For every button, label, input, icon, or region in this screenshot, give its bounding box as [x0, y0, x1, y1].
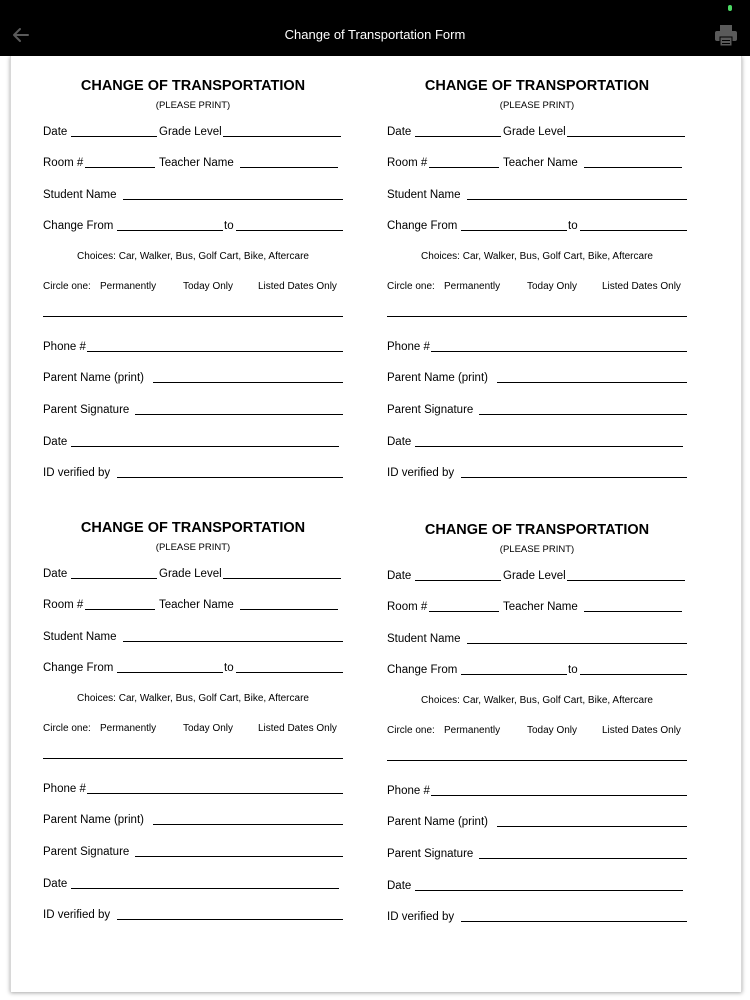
parent-signature-label: Parent Signature	[387, 848, 474, 860]
option-listed-dates[interactable]: Listed Dates Only	[258, 723, 337, 734]
form-heading: CHANGE OF TRANSPORTATION	[80, 520, 306, 536]
phone-label: Phone #	[43, 783, 86, 795]
form-subheading: (PLEASE PRINT)	[499, 544, 575, 555]
room-teacher-row	[43, 155, 343, 171]
option-permanently[interactable]: Permanently	[100, 723, 157, 734]
grade-label: Grade Level	[159, 568, 222, 580]
change-from-field[interactable]	[117, 230, 223, 231]
id-verified-label: ID verified by	[387, 467, 455, 479]
page-title: Change of Transportation Form	[284, 27, 466, 42]
option-listed-dates[interactable]: Listed Dates Only	[602, 281, 681, 292]
student-field[interactable]	[467, 199, 687, 200]
room-field[interactable]	[85, 167, 155, 168]
date-field[interactable]	[71, 578, 157, 579]
parent-signature-field[interactable]	[479, 858, 687, 859]
option-today-only[interactable]: Today Only	[527, 281, 578, 292]
grade-field[interactable]	[223, 136, 341, 137]
form-subheading: (PLEASE PRINT)	[499, 100, 575, 111]
parent-signature-label: Parent Signature	[43, 404, 130, 416]
student-row	[387, 187, 687, 203]
date2-field[interactable]	[415, 446, 683, 447]
teacher-label: Teacher Name	[159, 157, 234, 169]
id-verified-row	[387, 909, 687, 925]
listed-dates-field[interactable]	[43, 758, 343, 759]
date2-label: Date	[43, 436, 68, 448]
room-teacher-row	[387, 155, 687, 171]
circle-one-row	[387, 724, 687, 738]
date-field[interactable]	[415, 580, 501, 581]
change-row	[387, 218, 687, 234]
listed-dates-row	[387, 304, 687, 320]
teacher-field[interactable]	[584, 167, 682, 168]
change-to-field[interactable]	[236, 230, 343, 231]
parent-signature-field[interactable]	[135, 856, 343, 857]
status-indicator	[728, 5, 732, 11]
circle-one-label: Circle one:	[43, 281, 91, 292]
option-permanently[interactable]: Permanently	[444, 725, 501, 736]
room-field[interactable]	[429, 167, 499, 168]
choices-text: Choices: Car, Walker, Bus, Golf Cart, Bike, Aftercare	[77, 251, 309, 262]
id-verified-field[interactable]	[461, 477, 687, 478]
id-verified-field[interactable]	[117, 919, 343, 920]
date-grade-row	[387, 124, 687, 140]
parent-name-field[interactable]	[497, 382, 687, 383]
grade-label: Grade Level	[159, 126, 222, 138]
form-subheading: (PLEASE PRINT)	[155, 542, 231, 553]
teacher-label: Teacher Name	[503, 157, 578, 169]
choices-text: Choices: Car, Walker, Bus, Golf Cart, Bike, Aftercare	[421, 251, 653, 262]
choices-text: Choices: Car, Walker, Bus, Golf Cart, Bike, Aftercare	[421, 695, 653, 706]
change-from-label: Change From	[43, 662, 114, 674]
id-verified-label: ID verified by	[43, 909, 111, 921]
parent-name-row	[43, 370, 343, 386]
date-field[interactable]	[71, 136, 157, 137]
teacher-field[interactable]	[584, 611, 682, 612]
grade-field[interactable]	[567, 580, 685, 581]
date-field[interactable]	[415, 136, 501, 137]
date2-label: Date	[387, 880, 412, 892]
option-today-only[interactable]: Today Only	[183, 723, 234, 734]
listed-dates-row	[43, 746, 343, 762]
room-label: Room #	[43, 599, 84, 611]
change-row	[43, 218, 343, 234]
to-label: to	[568, 220, 578, 232]
student-label: Student Name	[387, 633, 461, 645]
listed-dates-row	[43, 304, 343, 320]
id-verified-field[interactable]	[461, 921, 687, 922]
date2-row	[387, 434, 687, 450]
option-listed-dates[interactable]: Listed Dates Only	[258, 281, 337, 292]
change-to-field[interactable]	[580, 230, 687, 231]
to-label: to	[224, 662, 234, 674]
parent-name-row	[387, 814, 687, 830]
printer-icon[interactable]	[712, 23, 740, 49]
room-field[interactable]	[85, 609, 155, 610]
change-from-label: Change From	[43, 220, 114, 232]
listed-dates-field[interactable]	[43, 316, 343, 317]
phone-label: Phone #	[387, 785, 430, 797]
date-label: Date	[43, 126, 68, 138]
parent-name-field[interactable]	[153, 824, 343, 825]
phone-label: Phone #	[43, 341, 86, 353]
student-field[interactable]	[123, 641, 343, 642]
teacher-label: Teacher Name	[159, 599, 234, 611]
parent-name-field[interactable]	[153, 382, 343, 383]
id-verified-row	[43, 465, 343, 481]
date2-row	[43, 434, 343, 450]
grade-label: Grade Level	[503, 570, 566, 582]
phone-field[interactable]	[431, 351, 687, 352]
phone-field[interactable]	[87, 351, 343, 352]
parent-signature-row	[43, 844, 343, 860]
student-row	[43, 187, 343, 203]
date2-field[interactable]	[71, 446, 339, 447]
option-today-only[interactable]: Today Only	[527, 725, 578, 736]
room-teacher-row	[43, 597, 343, 613]
grade-field[interactable]	[567, 136, 685, 137]
option-permanently[interactable]: Permanently	[444, 281, 501, 292]
room-label: Room #	[387, 157, 428, 169]
change-row	[387, 662, 687, 678]
listed-dates-row	[387, 748, 687, 764]
form-heading: CHANGE OF TRANSPORTATION	[80, 78, 306, 94]
date2-label: Date	[43, 878, 68, 890]
room-label: Room #	[43, 157, 84, 169]
parent-signature-field[interactable]	[479, 414, 687, 415]
phone-row	[387, 783, 687, 799]
teacher-field[interactable]	[240, 609, 338, 610]
date-grade-row	[43, 124, 343, 140]
teacher-label: Teacher Name	[503, 601, 578, 613]
parent-signature-label: Parent Signature	[43, 846, 130, 858]
circle-one-label: Circle one:	[387, 281, 435, 292]
id-verified-label: ID verified by	[387, 911, 455, 923]
student-field[interactable]	[123, 199, 343, 200]
parent-name-label: Parent Name (print)	[43, 372, 144, 384]
change-from-label: Change From	[387, 220, 458, 232]
student-field[interactable]	[467, 643, 687, 644]
option-listed-dates[interactable]: Listed Dates Only	[602, 725, 681, 736]
teacher-field[interactable]	[240, 167, 338, 168]
listed-dates-field[interactable]	[387, 316, 687, 317]
id-verified-label: ID verified by	[43, 467, 111, 479]
date2-field[interactable]	[71, 888, 339, 889]
listed-dates-field[interactable]	[387, 760, 687, 761]
parent-name-field[interactable]	[497, 826, 687, 827]
grade-field[interactable]	[223, 578, 341, 579]
student-label: Student Name	[43, 631, 117, 643]
phone-field[interactable]	[431, 795, 687, 796]
phone-row	[43, 781, 343, 797]
change-from-field[interactable]	[461, 674, 567, 675]
circle-one-row	[43, 722, 343, 736]
circle-one-row	[387, 280, 687, 294]
parent-name-row	[387, 370, 687, 386]
student-row	[43, 629, 343, 645]
date2-row	[43, 876, 343, 892]
circle-one-row	[43, 280, 343, 294]
form-heading: CHANGE OF TRANSPORTATION	[424, 522, 650, 538]
to-label: to	[568, 664, 578, 676]
change-from-field[interactable]	[461, 230, 567, 231]
change-to-field[interactable]	[580, 674, 687, 675]
date-label: Date	[387, 570, 412, 582]
grade-label: Grade Level	[503, 126, 566, 138]
form-heading: CHANGE OF TRANSPORTATION	[424, 78, 650, 94]
phone-row	[387, 339, 687, 355]
parent-signature-row	[43, 402, 343, 418]
choices-text: Choices: Car, Walker, Bus, Golf Cart, Bike, Aftercare	[77, 693, 309, 704]
change-to-field[interactable]	[236, 672, 343, 673]
room-field[interactable]	[429, 611, 499, 612]
room-teacher-row	[387, 599, 687, 615]
id-verified-row	[387, 465, 687, 481]
student-row	[387, 631, 687, 647]
id-verified-row	[43, 907, 343, 923]
date-label: Date	[43, 568, 68, 580]
parent-name-label: Parent Name (print)	[387, 372, 488, 384]
change-row	[43, 660, 343, 676]
date-label: Date	[387, 126, 412, 138]
option-permanently[interactable]: Permanently	[100, 281, 157, 292]
parent-signature-row	[387, 846, 687, 862]
circle-one-label: Circle one:	[387, 725, 435, 736]
nav-bar	[0, 0, 750, 56]
change-from-label: Change From	[387, 664, 458, 676]
date-grade-row	[43, 566, 343, 582]
date2-field[interactable]	[415, 890, 683, 891]
date2-label: Date	[387, 436, 412, 448]
parent-name-row	[43, 812, 343, 828]
option-today-only[interactable]: Today Only	[183, 281, 234, 292]
id-verified-field[interactable]	[117, 477, 343, 478]
document-page	[10, 56, 742, 992]
form-subheading: (PLEASE PRINT)	[155, 100, 231, 111]
parent-name-label: Parent Name (print)	[43, 814, 144, 826]
student-label: Student Name	[387, 189, 461, 201]
phone-label: Phone #	[387, 341, 430, 353]
circle-one-label: Circle one:	[43, 723, 91, 734]
phone-field[interactable]	[87, 793, 343, 794]
parent-signature-label: Parent Signature	[387, 404, 474, 416]
student-label: Student Name	[43, 189, 117, 201]
parent-signature-field[interactable]	[135, 414, 343, 415]
change-from-field[interactable]	[117, 672, 223, 673]
parent-signature-row	[387, 402, 687, 418]
to-label: to	[224, 220, 234, 232]
phone-row	[43, 339, 343, 355]
room-label: Room #	[387, 601, 428, 613]
parent-name-label: Parent Name (print)	[387, 816, 488, 828]
date2-row	[387, 878, 687, 894]
date-grade-row	[387, 568, 687, 584]
